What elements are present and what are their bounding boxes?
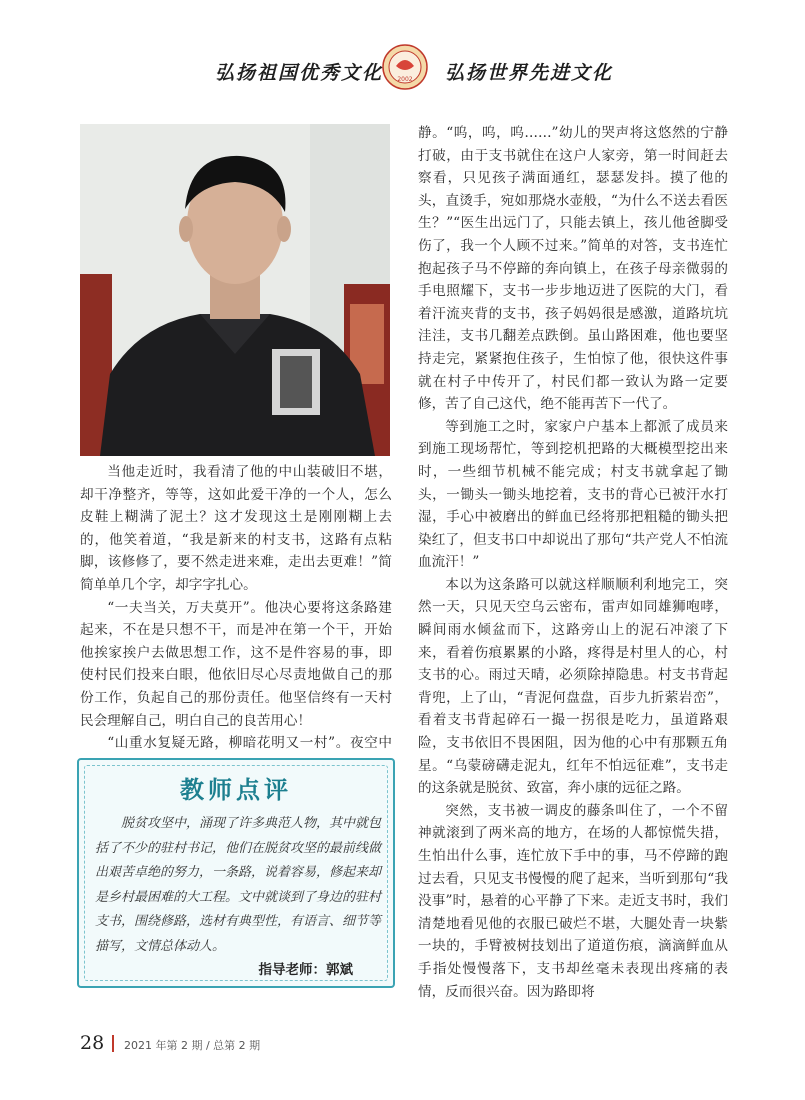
paragraph: 突然，支书被一调皮的藤条叫住了，一个不留神就滚到了两米高的地方，在场的人都惊慌失措，生怕出什么事，连忙放下手中的事，马不停蹄的跑过去看，只见支书慢慢的爬了起来，当听到那句“我没事”时，悬着的心平静了下来。走近支书时，我们清楚地看见他的衣服已破烂不堪，大腿处青一块紫一块的，手臂被树技划出了道道伤痕，滴滴鲜血从手指处慢慢落下，支书却丝毫未表现出疼痛的表情，反而很兴奋。因为路即将 <box>418 802 728 1000</box>
comment-body <box>95 812 381 960</box>
teacher-comment-box <box>77 758 395 988</box>
comment-title: 教师点评 <box>180 775 292 804</box>
article-right-column <box>418 122 728 1003</box>
logo-year: 2002 <box>397 76 413 83</box>
paragraph: 静。“呜，呜，呜……”幼儿的哭声将这悠然的宁静打破，由于支书就住在这户人家旁，第一时间赶去察看，只见孩子满面通红，瑟瑟发抖。摸了他的头，直烫手，宛如那烧水壶般，“为什么不送去看医生？”“医生出远门了，只能去镇上，孩儿他爸脚受伤了，我一个人顾不过来。”简单的对答，支书连忙抱起孩子马不停蹄的奔向镇上，在孩子母亲微弱的手电照耀下，支书一步步地迈进了医院的大门，看着汗流夹背的支书，孩子妈妈很是感激，道路坑坑洼洼，支书几翻差点跌倒。虽山路困难，他也要坚持走完，紧紧抱住孩子，生怕惊了他，很快这件事就在村子中传开了，村民们都一致认为路一定要修，苦了自己这代，绝不能再苦下一代了。 <box>418 125 728 413</box>
paragraph: “山重水复疑无路，柳暗花明又一村”。夜空中 <box>107 735 392 752</box>
slogan-right: 弘扬世界先进文化 <box>445 62 614 84</box>
paragraph: 本以为这条路可以就这样顺顺利利地完工，突然一天，只见天空乌云密布，雷声如同雄狮咆哮，瞬间雨水倾盆而下，这路旁山上的泥石冲滚了下来，看着伤痕累累的小路，疼得是村里人的心，村支书的心。雨过天晴，必须除掉隐患。村支书背起背兜，上了山，“青泥何盘盘，百步九折萦岩峦”，看着支书背起碎石一撮一拐很是吃力，虽道路艰险，支书依旧不畏困阻，因为他的心中有那颗五角星。“乌蒙磅礴走泥丸，红年不怕远征难”，支书走的这条就是脱贫、致富，奔小康的远征之路。 <box>418 576 728 797</box>
paragraph: 等到施工之时，家家户户基本上都派了成员来到施工现场帮忙，等到挖机把路的大概模型挖出来时，一些细节机械不能完成；村支书就拿起了锄头，一锄头一锄头地挖着，支书的背心已被汗水打湿，手心中被磨出的鲜血已经将那把粗糙的锄头把染红了，但支书口中却说出了那句“共产党人不怕流血流汗！” <box>418 418 728 571</box>
student-portrait-photo <box>80 124 390 456</box>
comment-paragraph: 脱贫攻坚中，涌现了许多典范人物，其中就包括了不少的驻村书记，他们在脱贫攻坚的最前线做出艰苦卓绝的努力，一条路，说着容易，修起来却是乡村最困难的大工程。文中就谈到了身边的驻村支书，围绕修路，选材有典型性，有语言、细节等描写，文情总体动人。 <box>95 816 382 954</box>
article-left-column <box>80 461 392 777</box>
slogan-left: 弘扬祖国优秀文化 <box>215 62 384 84</box>
page-header <box>0 44 805 94</box>
paragraph: 当他走近时，我看清了他的中山装破旧不堪，却干净整齐，等等，这如此爱干净的一个人，怎么皮鞋上糊满了泥土？这才发现这土是刚刚糊上去的，他笑着道，“我是新来的村支书，这路有点粘脚，该修修了，要不然走进来难，走出去更难！”简简单单几个字，却字字扎心。 <box>80 464 392 593</box>
school-logo-icon <box>382 44 428 90</box>
page-number: 28 <box>80 1032 105 1054</box>
issue-info: 2021 年第 2 期 / 总第 2 期 <box>124 1039 261 1052</box>
advisor-credit: 指导老师：郭斌 <box>258 962 353 978</box>
footer-divider <box>112 1035 114 1052</box>
paragraph: “一夫当关，万夫莫开”。他决心要将这条路建起来，不在是只想不干，而是冲在第一个干，开始他挨家挨户去做思想工作，这不是件容易的事，即使村民们投来白眼，他依旧尽心尽责地做自己的那份工作，负起自己的那份责任。他坚信终有一天村民会理解自己，明白自己的良苦用心！ <box>80 599 392 729</box>
